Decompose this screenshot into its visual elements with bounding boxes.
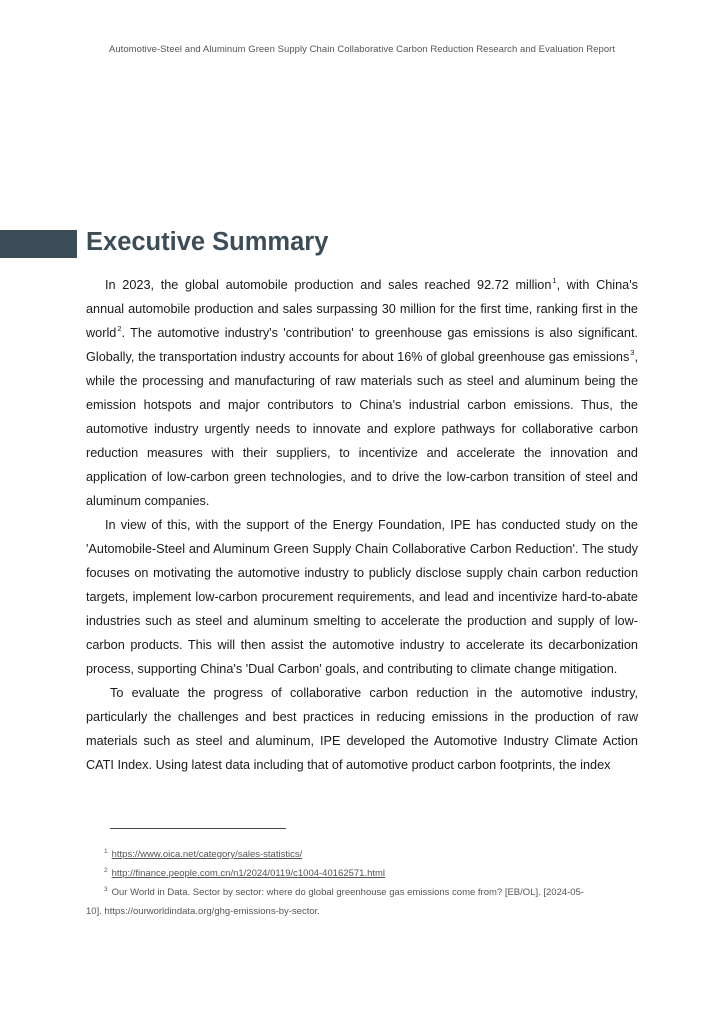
body-text bbox=[86, 273, 638, 777]
footnote-1-link[interactable]: https://www.oica.net/category/sales-statistics/ bbox=[111, 849, 303, 860]
footnote-1 bbox=[86, 845, 638, 864]
paragraph-1-part-2: , with China's annual automobile production and sales surpassing 30 million for the first time, ranking first in the world bbox=[86, 278, 638, 340]
footnote-ref-3[interactable]: 3 bbox=[630, 348, 635, 357]
paragraph-3: To evaluate the progress of collaborative carbon reduction in the automotive industry, particularly the challenges and best practices in reducing emissions in the production of raw materials such as steel and aluminum, IPE developed the Automotive Industry Climate Action CATI Index. Using latest data including that of automotive product carbon footprints, the index bbox=[86, 686, 638, 772]
footnote-2-number: 2 bbox=[104, 867, 108, 874]
footnote-3-text-line-2: 10]. https://ourworldindata.org/ghg-emissions-by-sector. bbox=[86, 906, 320, 917]
footnote-3-continued bbox=[86, 902, 638, 921]
running-header: Automotive-Steel and Aluminum Green Supply Chain Collaborative Carbon Reduction Research and Evaluation Report bbox=[108, 44, 616, 55]
paragraph-1-part-3: . The automotive industry's 'contribution' to greenhouse gas emissions is also significant. Globally, the transportation industry accounts for about 16% of global greenhouse gas emissions bbox=[86, 326, 638, 364]
footnote-2-link[interactable]: http://finance.people.com.cn/n1/2024/0119/c1004-40162571.html bbox=[111, 868, 386, 879]
footnote-2 bbox=[86, 864, 638, 883]
section-title-accent-bar bbox=[0, 230, 77, 258]
footnote-3 bbox=[86, 883, 638, 902]
paragraph-1-part-1: In 2023, the global automobile production and sales reached 92.72 million bbox=[105, 278, 552, 292]
paragraph-1 bbox=[86, 273, 638, 513]
paragraph-2: In view of this, with the support of the Energy Foundation, IPE has conducted study on the 'Automobile-Steel and Aluminum Green Supply Chain Collaborative Carbon Reduction'. The study focuses on motivating the automotive industry to publicly disclose supply chain carbon reduction targets, implement low-carbon procurement requirements, and lead and incentivize hard-to-abate industries such as steel and aluminum smelting to accelerate the production and supply of low-carbon products. This will then assist the automotive industry to accelerate its decarbonization process, supporting China's 'Dual Carbon' goals, and contributing to climate change mitigation. bbox=[86, 518, 638, 676]
footnote-1-number: 1 bbox=[104, 848, 108, 855]
paragraph-1-part-4: , while the processing and manufacturing of raw materials such as steel and aluminum being the emission hotspots and major contributors to China's industrial carbon emissions. Thus, the automotive industry urgently needs to innovate and explore pathways for collaborative carbon reduction measures with their suppliers, to incentivize and accelerate the innovation and application of low-carbon green technologies, and to drive the low-carbon transition of steel and aluminum companies. bbox=[86, 350, 638, 508]
section-title: Executive Summary bbox=[86, 228, 329, 256]
footnote-3-number: 3 bbox=[104, 886, 108, 893]
footnote-3-text-line-1: Our World in Data. Sector by sector: where do global greenhouse gas emissions come from? [EB/OL]. [2024-05- bbox=[111, 887, 585, 898]
footnote-divider bbox=[110, 828, 286, 829]
footnotes bbox=[86, 845, 638, 921]
footnote-ref-1[interactable]: 1 bbox=[552, 276, 557, 285]
footnote-ref-2[interactable]: 2 bbox=[117, 324, 122, 333]
